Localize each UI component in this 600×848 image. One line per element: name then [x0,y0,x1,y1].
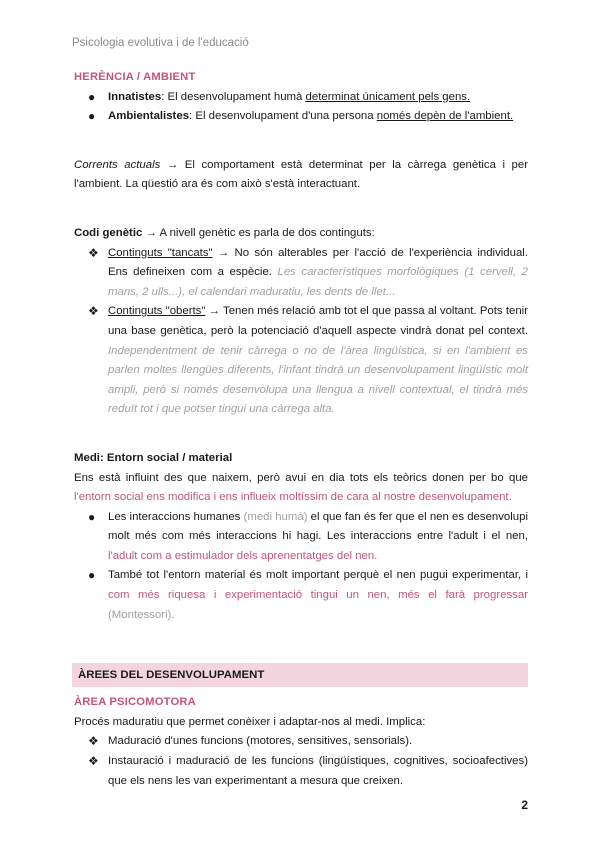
bullet-icon: ● [88,89,96,104]
codi-paragraph: Codi genètic → A nivell genètic es parla de dos continguts: [74,226,375,239]
psicomotora-list [74,732,528,791]
running-header: Psicologia evolutiva i de l'educació [72,37,249,49]
list-item: ❖ Continguts "oberts" → Tenen més relació amb tot el que passa al voltant. Pots tenir una base genètica, però la potenciació d'aquell aspecte vindrà donat pel context. Independentment de tenir càrrega o no de l'àrea lingüística, si en l'ambient es parlen moltes llengües diferents, l'infant tindrà un desenvolupament lingüístic molt ampli, però si només desenvolupa una llengua a nivell contextual, el tindrà més reduït tot i que potser tingui una càrrega alta. [88,304,528,416]
codi-list [74,244,528,420]
list-item: ❖ Maduració d'unes funcions (motores, sensitives, sensorials). [74,732,528,752]
page-number: 2 [521,798,528,812]
list-item: ● Innatistes: El desenvolupament humà determinat únicament pels gens. [74,88,528,108]
diamond-bullet-icon: ❖ [88,304,99,319]
medi-intro: Ens està influint des que naixem, però avui en dia tots els teòrics donen per bo que l'entorn social ens modifica i ens influeix moltíssim de cara al nostre desenvolupament. [74,471,528,504]
medi-list [74,508,528,626]
bullet-icon: ● [88,568,96,583]
diamond-bullet-icon: ❖ [88,245,99,260]
psicomotora-intro: Procés maduratiu que permet conèixer i adaptar-nos al medi. Implica: [74,715,426,728]
heading-herencia: HERÈNCIA / AMBIENT [74,71,196,83]
list-item: ● Les interaccions humanes (medi humà) el que fan és fer que el nen es desenvolupi molt més com més interaccions hi hagi. Les interaccions entre l'adult i el nen, l'adult com a estimulador dels aprenentatges del nen. [88,509,528,562]
list-item: ● Ambientalistes: El desenvolupament d'una persona només depèn de l'ambient. [74,107,528,127]
bullet-icon: ● [88,109,96,124]
heading-area-psicomotora: ÀREA PSICOMOTORA [74,696,196,709]
corrents-paragraph: Corrents actuals → El comportament està determinat per la càrrega genètica i per l'ambient. La qüestió ara és com això s'està interactuant. [74,158,529,191]
list-item: ❖ Continguts "tancats" → No són alterables per l'acció de l'experiència individual. Ens defineixen com a espècie. Les característiques morfològiques (1 cervell, 2 mans, 2 ulls...), el calendari maduratiu, les dents de llet... [88,245,528,298]
medi-heading: Medi: Entorn social / material [74,451,233,464]
page-content [74,68,528,791]
diamond-bullet-icon: ❖ [88,734,99,749]
herencia-list [74,88,528,127]
section-bar-arees: ÀREES DEL DESENVOLUPAMENT [72,663,528,687]
list-item: ❖ Instauració i maduració de les funcions (lingüístiques, cognitives, socioafectives) que els nens les van experimentant a mesura que creixen. [88,754,528,787]
list-item: ● També tot l'entorn material és molt important perquè el nen pugui experimentar, i com més riquesa i experimentació tingui un nen, més el farà progressar (Montessori). [88,568,528,621]
diamond-bullet-icon: ❖ [88,754,99,769]
bullet-icon: ● [88,509,96,524]
